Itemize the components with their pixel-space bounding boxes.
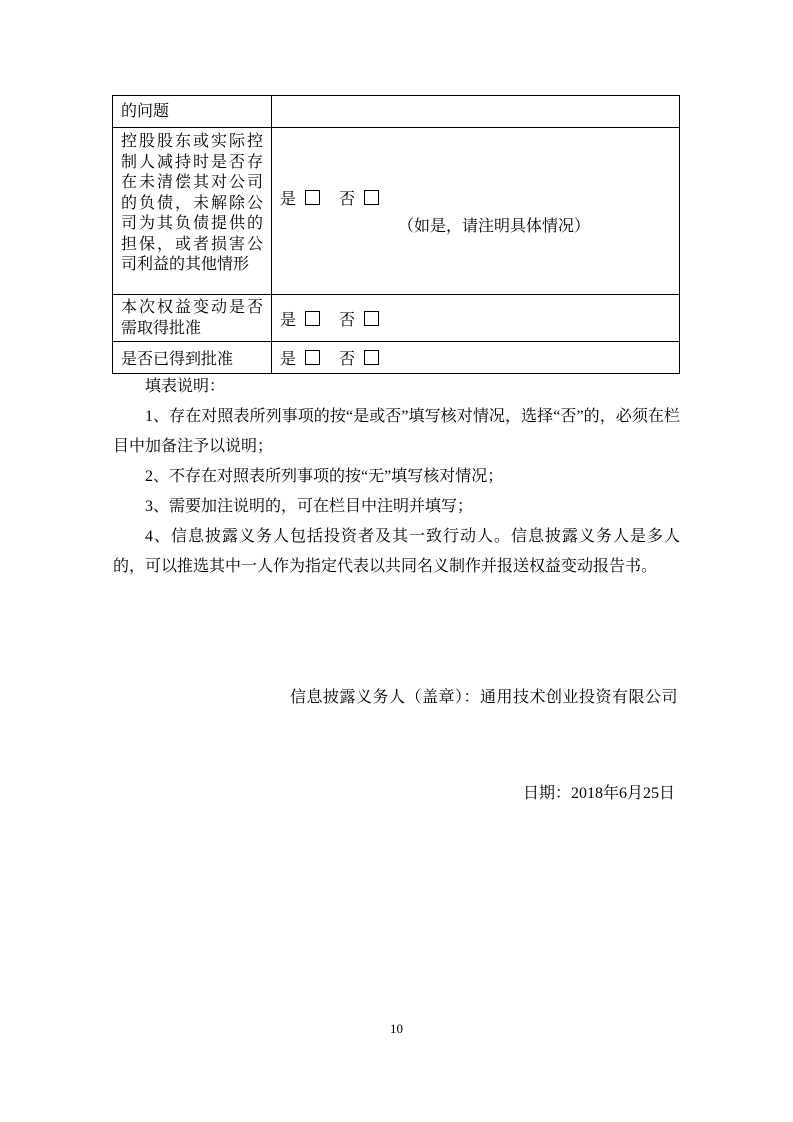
no-checkbox-icon bbox=[364, 311, 379, 326]
instruction-item: 2、不存在对照表所列事项的按“无”填写核对情况； bbox=[145, 468, 504, 485]
row-label-cell bbox=[113, 295, 272, 342]
row-value-cell bbox=[272, 295, 680, 342]
row-label: 的问题 bbox=[121, 103, 170, 120]
row-label-cell bbox=[113, 342, 272, 374]
instructions-heading: 填表说明： bbox=[145, 378, 226, 395]
row-label: 是否已得到批准 bbox=[121, 351, 234, 368]
conditional-note: （如是，请注明具体情况） bbox=[398, 218, 591, 235]
yes-checkbox-icon bbox=[305, 311, 320, 326]
row-value-cell bbox=[272, 342, 680, 374]
no-label: 否 bbox=[339, 191, 356, 208]
yes-no-choice bbox=[280, 186, 671, 209]
yes-checkbox-icon bbox=[305, 190, 320, 205]
table-row bbox=[113, 128, 680, 295]
yes-no-choice bbox=[280, 346, 671, 369]
row-value-cell bbox=[272, 96, 680, 128]
row-label: 控股股东或实际控制人减持时是否存在未清偿其对公司的负债，未解除公司为其负债提供的担保，或者损害公司利益的其他情形 bbox=[121, 133, 263, 273]
instruction-item: 3、需要加注说明的，可在栏目中注明并填写； bbox=[145, 498, 474, 515]
no-label: 否 bbox=[339, 311, 356, 329]
no-label: 否 bbox=[339, 351, 356, 368]
page-number: 10 bbox=[390, 1021, 403, 1036]
table-row bbox=[113, 96, 680, 128]
yes-label: 是 bbox=[280, 191, 297, 208]
yes-no-choice bbox=[280, 307, 671, 330]
row-label-cell bbox=[113, 128, 272, 295]
instruction-item: 4、信息披露义务人包括投资者及其一致行动人。信息披露义务人是多人的，可以推选其中一人作为指定代表以共同名义制作并报送权益变动报告书。 bbox=[113, 528, 680, 575]
yes-checkbox-icon bbox=[305, 350, 320, 365]
row-value-cell bbox=[272, 128, 680, 295]
no-checkbox-icon bbox=[364, 350, 379, 365]
row-label-cell bbox=[113, 96, 272, 128]
yes-no-checklist-table bbox=[112, 95, 680, 374]
table-row bbox=[113, 295, 680, 342]
yes-label: 是 bbox=[280, 311, 297, 329]
signature-line: 信息披露义务人（盖章）：通用技术创业投资有限公司 bbox=[290, 689, 679, 706]
table-row bbox=[113, 342, 680, 374]
row-label: 本次权益变动是否需取得批准 bbox=[121, 299, 263, 337]
yes-label: 是 bbox=[280, 351, 297, 368]
instruction-item: 1、存在对照表所列事项的按“是或否”填写核对情况，选择“否”的，必须在栏目中加备注予以说明； bbox=[113, 408, 680, 455]
no-checkbox-icon bbox=[364, 190, 379, 205]
date-line: 日期：2018年6月25日 bbox=[523, 785, 676, 802]
form-instructions bbox=[113, 372, 680, 582]
